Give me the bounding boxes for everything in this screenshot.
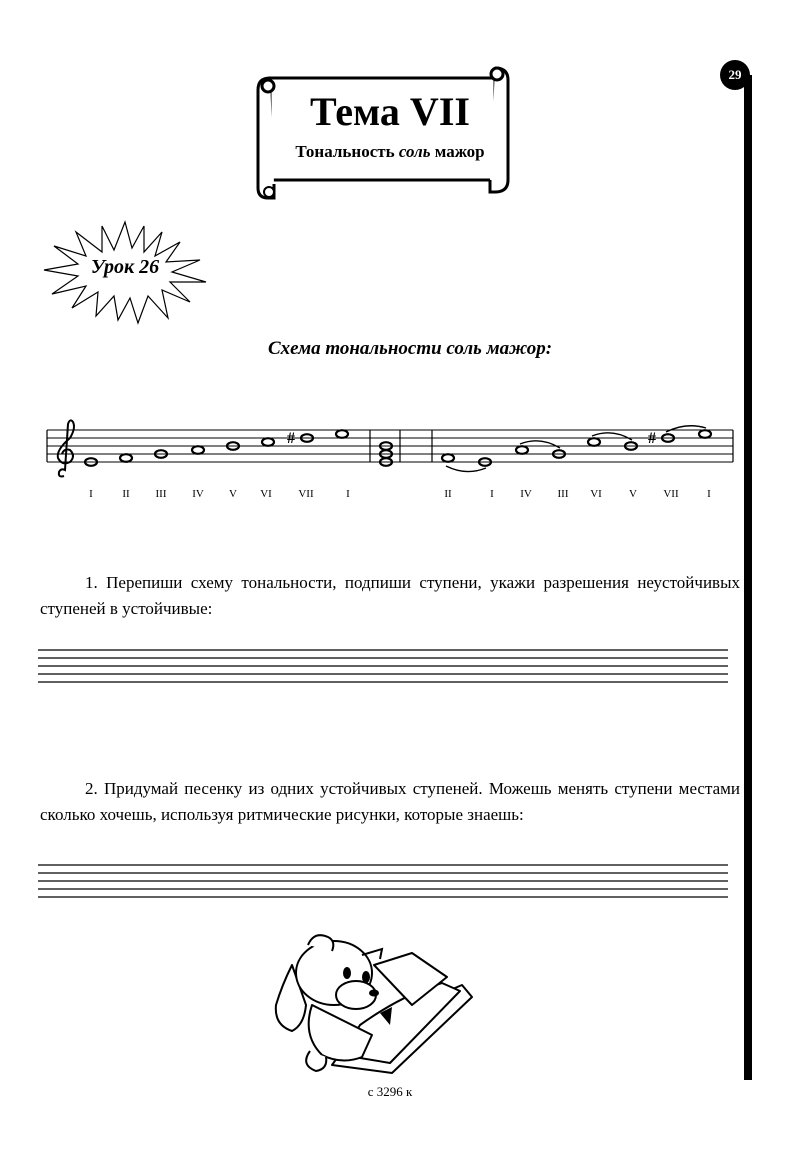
scheme-heading: Схема тональности соль мажор:: [267, 338, 553, 359]
degree-label: VI: [590, 488, 602, 500]
subtitle-prefix: Тональность: [295, 142, 399, 161]
lesson-label: Урок 26: [90, 256, 160, 278]
degree-label: IV: [520, 488, 532, 500]
degree-label: I: [707, 488, 711, 500]
blank-staff-2: [38, 863, 728, 903]
page-subtitle: [270, 140, 510, 164]
note-c: [192, 446, 204, 454]
degree-label: III: [557, 488, 569, 500]
sharp-sign-2: #: [648, 430, 656, 447]
task-1-text: 1. Перепиши схему тональности, подпиши ступени, укажи разрешения неустойчивых ступеней в устойчивые:: [40, 573, 740, 618]
resolution-degree-labels: [444, 488, 711, 500]
degree-label: I: [89, 488, 93, 500]
page-number-badge: 29: [720, 60, 750, 90]
sharp-sign: #: [287, 430, 295, 447]
degree-label: II: [122, 488, 130, 500]
degree-label: VII: [298, 488, 314, 500]
scale-notes: [85, 430, 348, 466]
degree-label: IV: [192, 488, 204, 500]
puppy-reading-icon: [262, 925, 477, 1075]
footer-code: с 3296 к: [367, 1084, 413, 1099]
margin-bar: [744, 75, 752, 1080]
subtitle-suffix: мажор: [430, 142, 485, 161]
degree-label: III: [155, 488, 167, 500]
task-2-text: 2. Придумай песенку из одних устойчивых ступеней. Можешь менять ступени местами сколько хочешь, используя ритмические рисунки, которые знаешь:: [40, 779, 740, 824]
blank-staff-1: [38, 648, 728, 688]
subtitle-italic: соль: [398, 142, 431, 161]
degree-label: I: [490, 488, 494, 500]
degree-label: V: [629, 488, 637, 500]
resolution-notes: [442, 430, 711, 466]
tonality-scheme-staff: [0, 410, 800, 505]
scale-degree-labels: [89, 488, 350, 500]
page-title: Тема VII: [310, 89, 470, 134]
degree-label: VI: [260, 488, 272, 500]
treble-clef-icon: [58, 420, 74, 476]
degree-label: VII: [663, 488, 679, 500]
note-e: [262, 438, 274, 446]
degree-label: V: [229, 488, 237, 500]
note-a: [120, 454, 132, 462]
task-1: [40, 570, 740, 622]
degree-label: I: [346, 488, 350, 500]
task-2: [40, 776, 740, 828]
slurs: [446, 426, 706, 472]
note-g2: [336, 430, 348, 438]
degree-label: II: [444, 488, 452, 500]
